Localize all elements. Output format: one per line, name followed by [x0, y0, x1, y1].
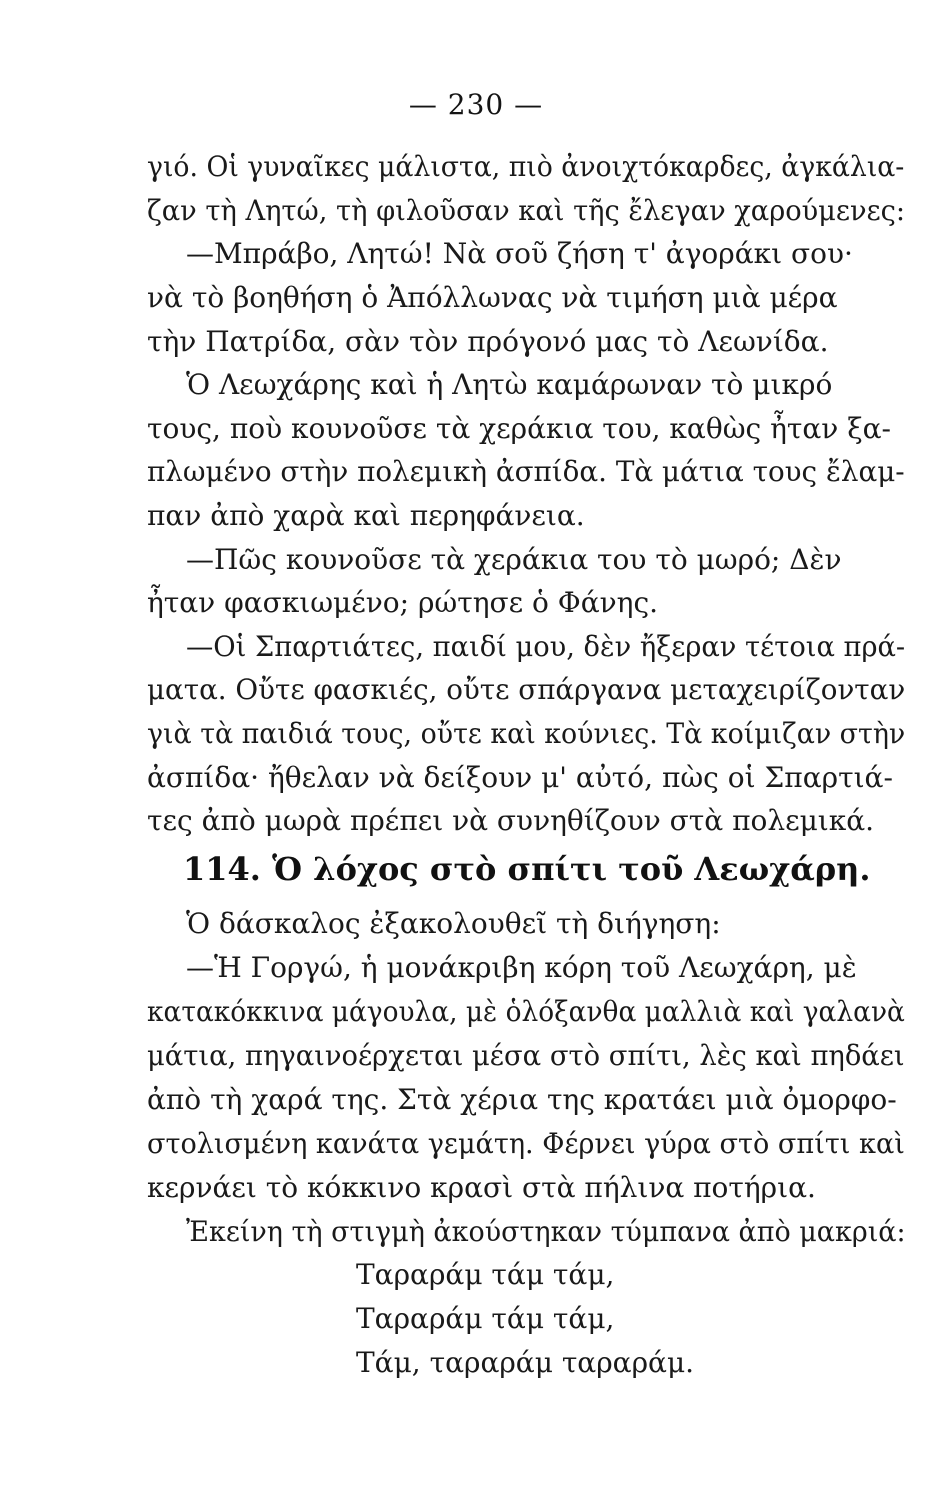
- verse-line: Ταραράμ τάμ τάμ,: [356, 1258, 615, 1291]
- text-line: πλωμένο στὴν πολεμικὴ ἀσπίδα. Τὰ μάτια τους ἔλαμ-: [147, 455, 905, 488]
- text-line: —Οἱ Σπαρτιάτες, παιδί μου, δὲν ἤξεραν τέτοια πρά-: [186, 630, 906, 663]
- text-line: τες ἀπὸ μωρὰ πρέπει νὰ συνηθίζουν στὰ πολεμικά.: [147, 804, 875, 837]
- page-number: — 230 —: [408, 88, 544, 121]
- section-heading: 114. Ὁ λόχος στὸ σπίτι τοῦ Λεωχάρη.: [183, 850, 871, 888]
- text-line: —Μπράβο, Λητώ! Νὰ σοῦ ζήση τ' ἀγοράκι σου·: [186, 237, 853, 270]
- text-line: ματα. Οὔτε φασκιές, οὔτε σπάργανα μεταχειρίζονταν: [147, 673, 906, 706]
- text-line: ἀπὸ τὴ χαρά της. Στὰ χέρια της κρατάει μιὰ ὀμορφο-: [147, 1083, 897, 1116]
- verse-line: Ταραράμ τάμ τάμ,: [356, 1302, 615, 1335]
- text-line: Ἐκείνη τὴ στιγμὴ ἀκούστηκαν τύμπανα ἀπὸ μακριά:: [186, 1215, 906, 1248]
- text-line: —Ἡ Γοργώ, ἡ μονάκριβη κόρη τοῦ Λεωχάρη, μὲ: [186, 951, 857, 984]
- text-line: ἦταν φασκιωμένο; ρώτησε ὁ Φάνης.: [147, 586, 659, 619]
- text-line: Ὁ δάσκαλος ἐξακολουθεῖ τὴ διήγηση:: [186, 907, 721, 940]
- text-line: ζαν τὴ Λητώ, τὴ φιλοῦσαν καὶ τῆς ἔλεγαν χαρούμενες:: [147, 194, 906, 227]
- text-line: τους, ποὺ κουνοῦσε τὰ χεράκια του, καθὼς ἦταν ξα-: [147, 412, 891, 445]
- text-line: γιό. Οἱ γυναῖκες μάλιστα, πιὸ ἀνοιχτόκαρδες, ἀγκάλια-: [147, 150, 905, 183]
- text-line: μάτια, πηγαινοέρχεται μέσα στὸ σπίτι, λὲς καὶ πηδάει: [147, 1039, 905, 1072]
- text-line: τὴν Πατρίδα, σὰν τὸν πρόγονό μας τὸ Λεωνίδα.: [147, 325, 829, 358]
- text-line: γιὰ τὰ παιδιά τους, οὔτε καὶ κούνιες. Τὰ κοίμιζαν στὴν: [147, 717, 906, 750]
- text-line: νὰ τὸ βοηθήση ὁ Ἀπόλλωνας νὰ τιμήση μιὰ μέρα: [147, 281, 838, 314]
- text-line: Ὁ Λεωχάρης καὶ ἡ Λητὼ καμάρωναν τὸ μικρό: [186, 368, 833, 401]
- text-line: κερνάει τὸ κόκκινο κρασὶ στὰ πήλινα ποτήρια.: [147, 1171, 816, 1204]
- verse-line: Τάμ, ταραράμ ταραράμ.: [356, 1346, 695, 1379]
- text-line: —Πῶς κουνοῦσε τὰ χεράκια του τὸ μωρό; Δὲν: [186, 543, 842, 576]
- text-line: στολισμένη κανάτα γεμάτη. Φέρνει γύρα στὸ σπίτι καὶ: [147, 1127, 905, 1160]
- text-line: ἀσπίδα· ἤθελαν νὰ δείξουν μ' αὐτό, πὼς οἱ Σπαρτιά-: [147, 761, 893, 794]
- text-line: κατακόκκινα μάγουλα, μὲ ὁλόξανθα μαλλιὰ καὶ γαλανὰ: [147, 995, 905, 1028]
- text-line: παν ἀπὸ χαρὰ καὶ περηφάνεια.: [147, 499, 585, 532]
